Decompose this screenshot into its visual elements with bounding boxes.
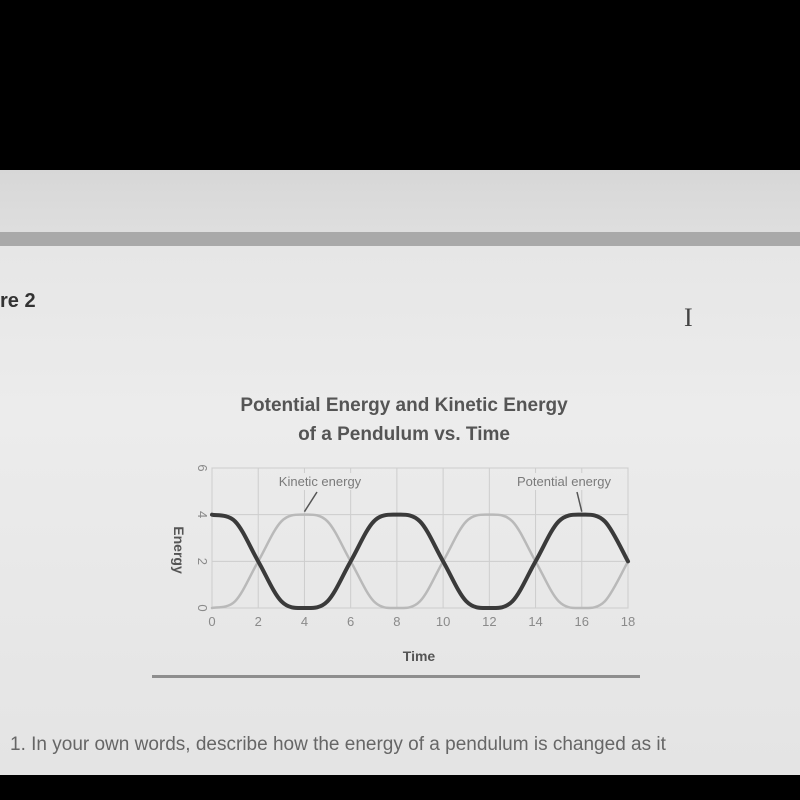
screen [0,170,800,775]
text-cursor-icon: I [684,303,693,332]
y-tick-label: 6 [195,464,210,472]
potential-energy-annotation: Potential energy [517,474,611,489]
figure-bottom-rule [152,675,640,678]
chart-annotations [277,473,614,512]
x-tick-label: 6 [347,614,355,629]
energy-chart [0,170,800,690]
y-tick-label: 0 [195,604,210,612]
x-tick-label: 16 [574,614,590,629]
x-tick-label: 14 [528,614,543,629]
figure-label: re 2 [0,290,36,312]
chart-title-line-1: Potential Energy and Kinetic Energy [240,395,568,416]
kinetic-energy-annotation: Kinetic energy [278,474,362,489]
x-tick-label: 4 [300,614,309,629]
chart-title-line-2: of a Pendulum vs. Time [298,424,510,445]
kinetic-energy-leader-line [304,492,317,512]
x-axis-label: Time [402,648,436,664]
x-tick-label: 0 [208,614,216,629]
question-text: 1. In your own words, describe how the energy of a pendulum is changed as it [10,734,666,755]
y-tick-label: 4 [195,511,210,519]
x-tick-label: 18 [620,614,636,629]
y-tick-label: 2 [195,557,210,565]
x-tick-label: 2 [254,614,262,629]
x-tick-label: 12 [482,614,497,629]
y-axis-label: Energy [171,526,187,574]
x-tick-label: 10 [435,614,451,629]
potential-energy-leader-line [577,492,582,512]
x-tick-label: 8 [393,614,401,629]
